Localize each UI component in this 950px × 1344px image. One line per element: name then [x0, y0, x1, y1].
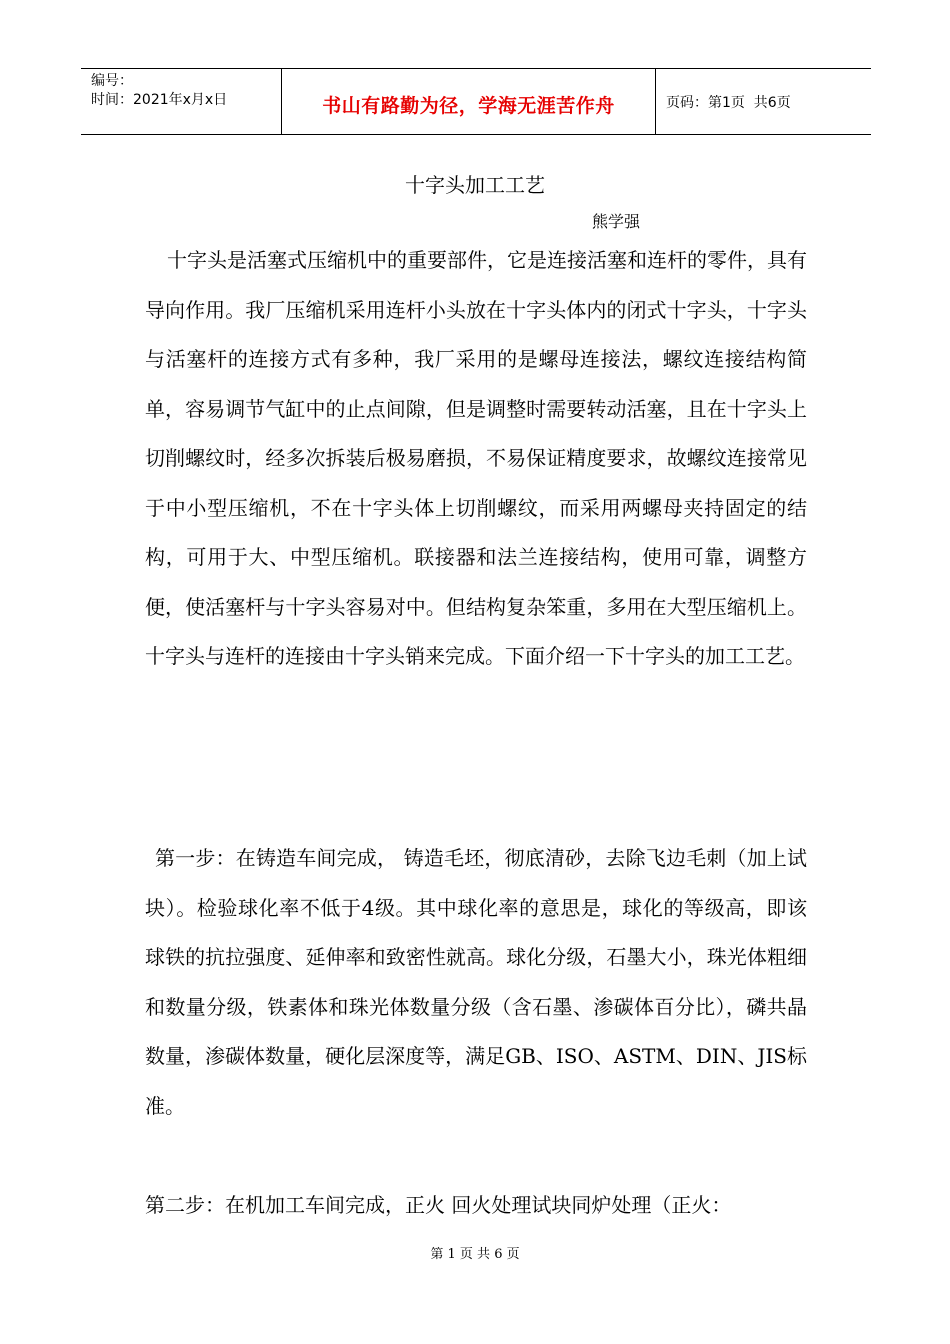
page-footer: 第 1 页 共 6 页 [430, 1247, 520, 1262]
document-header [81, 68, 871, 135]
paragraph-step-2: 第二步：在机加工车间完成，正火 回火处理试块同炉处理（正火： [145, 1193, 732, 1217]
header-motto-cell [282, 69, 656, 134]
header-page-cell [656, 69, 871, 134]
document-title: 十字头加工工艺 [405, 173, 545, 197]
paragraph-step-1: 第一步：在铸造车间完成， 铸造毛坯，彻底清砂，去除飞边毛刺（加上试块）。检验球化率不低于4级。其中球化率的意思是，球化的等级高，即该球铁的抗拉强度、延伸率和致密性就高。球化分级，石墨大小，珠光体粗细和数量分级，铁素体和珠光体数量分级（含石墨、渗碳体百分比），磷共晶数量，渗碳体数量，硬化层深度等，满足GB、ISO、ASTM、DIN、JIS标准。 [145, 846, 807, 1118]
document-number-label: 编号： [91, 73, 133, 89]
header-page-info: 页码：第1页 共6页 [666, 94, 791, 111]
document-author: 熊学强 [592, 212, 641, 231]
header-motto: 书山有路勤为径，学海无涯苦作舟 [322, 95, 615, 117]
header-meta-cell [81, 69, 282, 134]
document-time-label: 时间：2021年x月x日 [91, 92, 228, 108]
paragraph-intro: 十字头是活塞式压缩机中的重要部件，它是连接活塞和连杆的零件，具有导向作用。我厂压缩机采用连杆小头放在十字头体内的闭式十字头，十字头与活塞杆的连接方式有多种，我厂采用的是螺母连接法，螺纹连接结构简单，容易调节气缸中的止点间隙，但是调整时需要转动活塞，且在十字头上切削螺纹时，经多次拆装后极易磨损，不易保证精度要求，故螺纹连接常见于中小型压缩机，不在十字头体上切削螺纹，而采用两螺母夹持固定的结构，可用于大、中型压缩机。联接器和法兰连接结构，使用可靠，调整方便，使活塞杆与十字头容易对中。但结构复杂笨重，多用在大型压缩机上。十字头与连杆的连接由十字头销来完成。下面介绍一下十字头的加工工艺。 [145, 248, 807, 668]
